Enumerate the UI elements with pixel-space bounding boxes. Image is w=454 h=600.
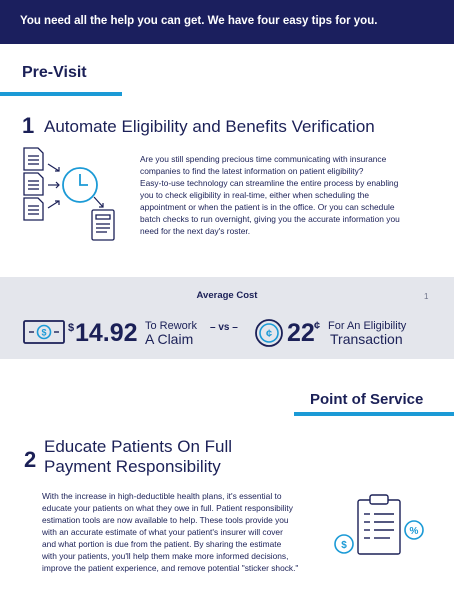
cost-heading: Average Cost <box>196 290 258 301</box>
body-line: batch checks to run overnight, giving you the accurate information you <box>140 214 400 224</box>
body-line: With the increase in high-deductible health plans, it's essential to <box>42 491 282 501</box>
tip-title: Automate Eligibility and Benefits Verification <box>44 117 375 136</box>
body-line: Are you still spending precious time communicating with insurance <box>140 154 387 164</box>
body-line: you to check eligibility in real-time, either when scheduling the <box>140 190 370 200</box>
dollar-bill-icon <box>22 318 66 346</box>
report-icon <box>92 210 114 240</box>
payment-estimate-illustration <box>330 492 430 582</box>
document-icon <box>24 173 43 195</box>
section-title-point-of-service: Point of Service <box>310 391 424 408</box>
svg-text:¢: ¢ <box>265 328 273 340</box>
svg-text:$: $ <box>41 327 47 338</box>
svg-text:$: $ <box>341 540 347 551</box>
percent-icon <box>405 521 423 539</box>
eligibility-label-line1: For An Eligibility <box>328 320 407 332</box>
dollar-coin-icon <box>335 535 353 553</box>
vs-separator: – vs – <box>210 322 238 333</box>
claim-label-line2: A Claim <box>145 331 194 347</box>
eligibility-amount: 22 <box>287 319 315 347</box>
tip-title-line1: Educate Patients On Full <box>44 437 233 456</box>
claim-currency-symbol: $ <box>68 322 75 334</box>
body-line: companies to find the latest information on patient eligibility? <box>140 166 364 176</box>
eligibility-label-line2: Transaction <box>330 331 403 347</box>
tip-number: 1 <box>22 113 35 138</box>
body-line: estimation tools are now available to help. These tools provide you <box>42 515 289 525</box>
footnote-marker: 1 <box>424 292 429 301</box>
top-banner <box>0 0 454 44</box>
body-line: and what portion is due from the patient. By sharing the estimate <box>42 539 282 549</box>
clock-icon <box>63 168 97 202</box>
svg-text:%: % <box>409 526 419 537</box>
tip-number: 2 <box>24 447 37 472</box>
body-line: with your patients, you'll help them make more informed decisions, <box>42 551 289 561</box>
arrow-icon <box>48 164 59 208</box>
section-title-pre-visit: Pre-Visit <box>22 64 87 81</box>
tip-body <box>140 153 438 237</box>
tip-title-line2: Payment Responsibility <box>44 457 221 476</box>
body-line: with an accurate estimate of what your patient's insurer will cover <box>42 527 283 537</box>
banner-text: You need all the help you can get. We have four easy tips for you. <box>20 15 378 27</box>
body-line: educate your patients on what they owe in full. Patient responsibility <box>42 503 293 513</box>
section-divider <box>0 92 122 96</box>
cent-coin-icon <box>254 318 284 348</box>
clipboard-icon <box>358 495 400 554</box>
body-line: need for the next day's roster. <box>140 226 251 236</box>
arrow-icon <box>94 197 103 207</box>
document-icon <box>24 148 43 170</box>
section-divider <box>294 412 454 416</box>
body-line: Easy-to-use technology can streamline the entire process by enabling <box>140 178 399 188</box>
eligibility-illustration <box>14 140 134 270</box>
claim-amount: 14.92 <box>75 319 138 347</box>
document-icon <box>24 198 43 220</box>
eligibility-unit: ¢ <box>314 320 321 332</box>
body-line: appointment or when the patient is in the office. Or you can schedule <box>140 202 395 212</box>
claim-label-line1: To Rework <box>145 320 197 332</box>
tip-body <box>42 490 322 574</box>
body-line: improve the patient experience, and remove potential "sticker shock." <box>42 563 299 573</box>
